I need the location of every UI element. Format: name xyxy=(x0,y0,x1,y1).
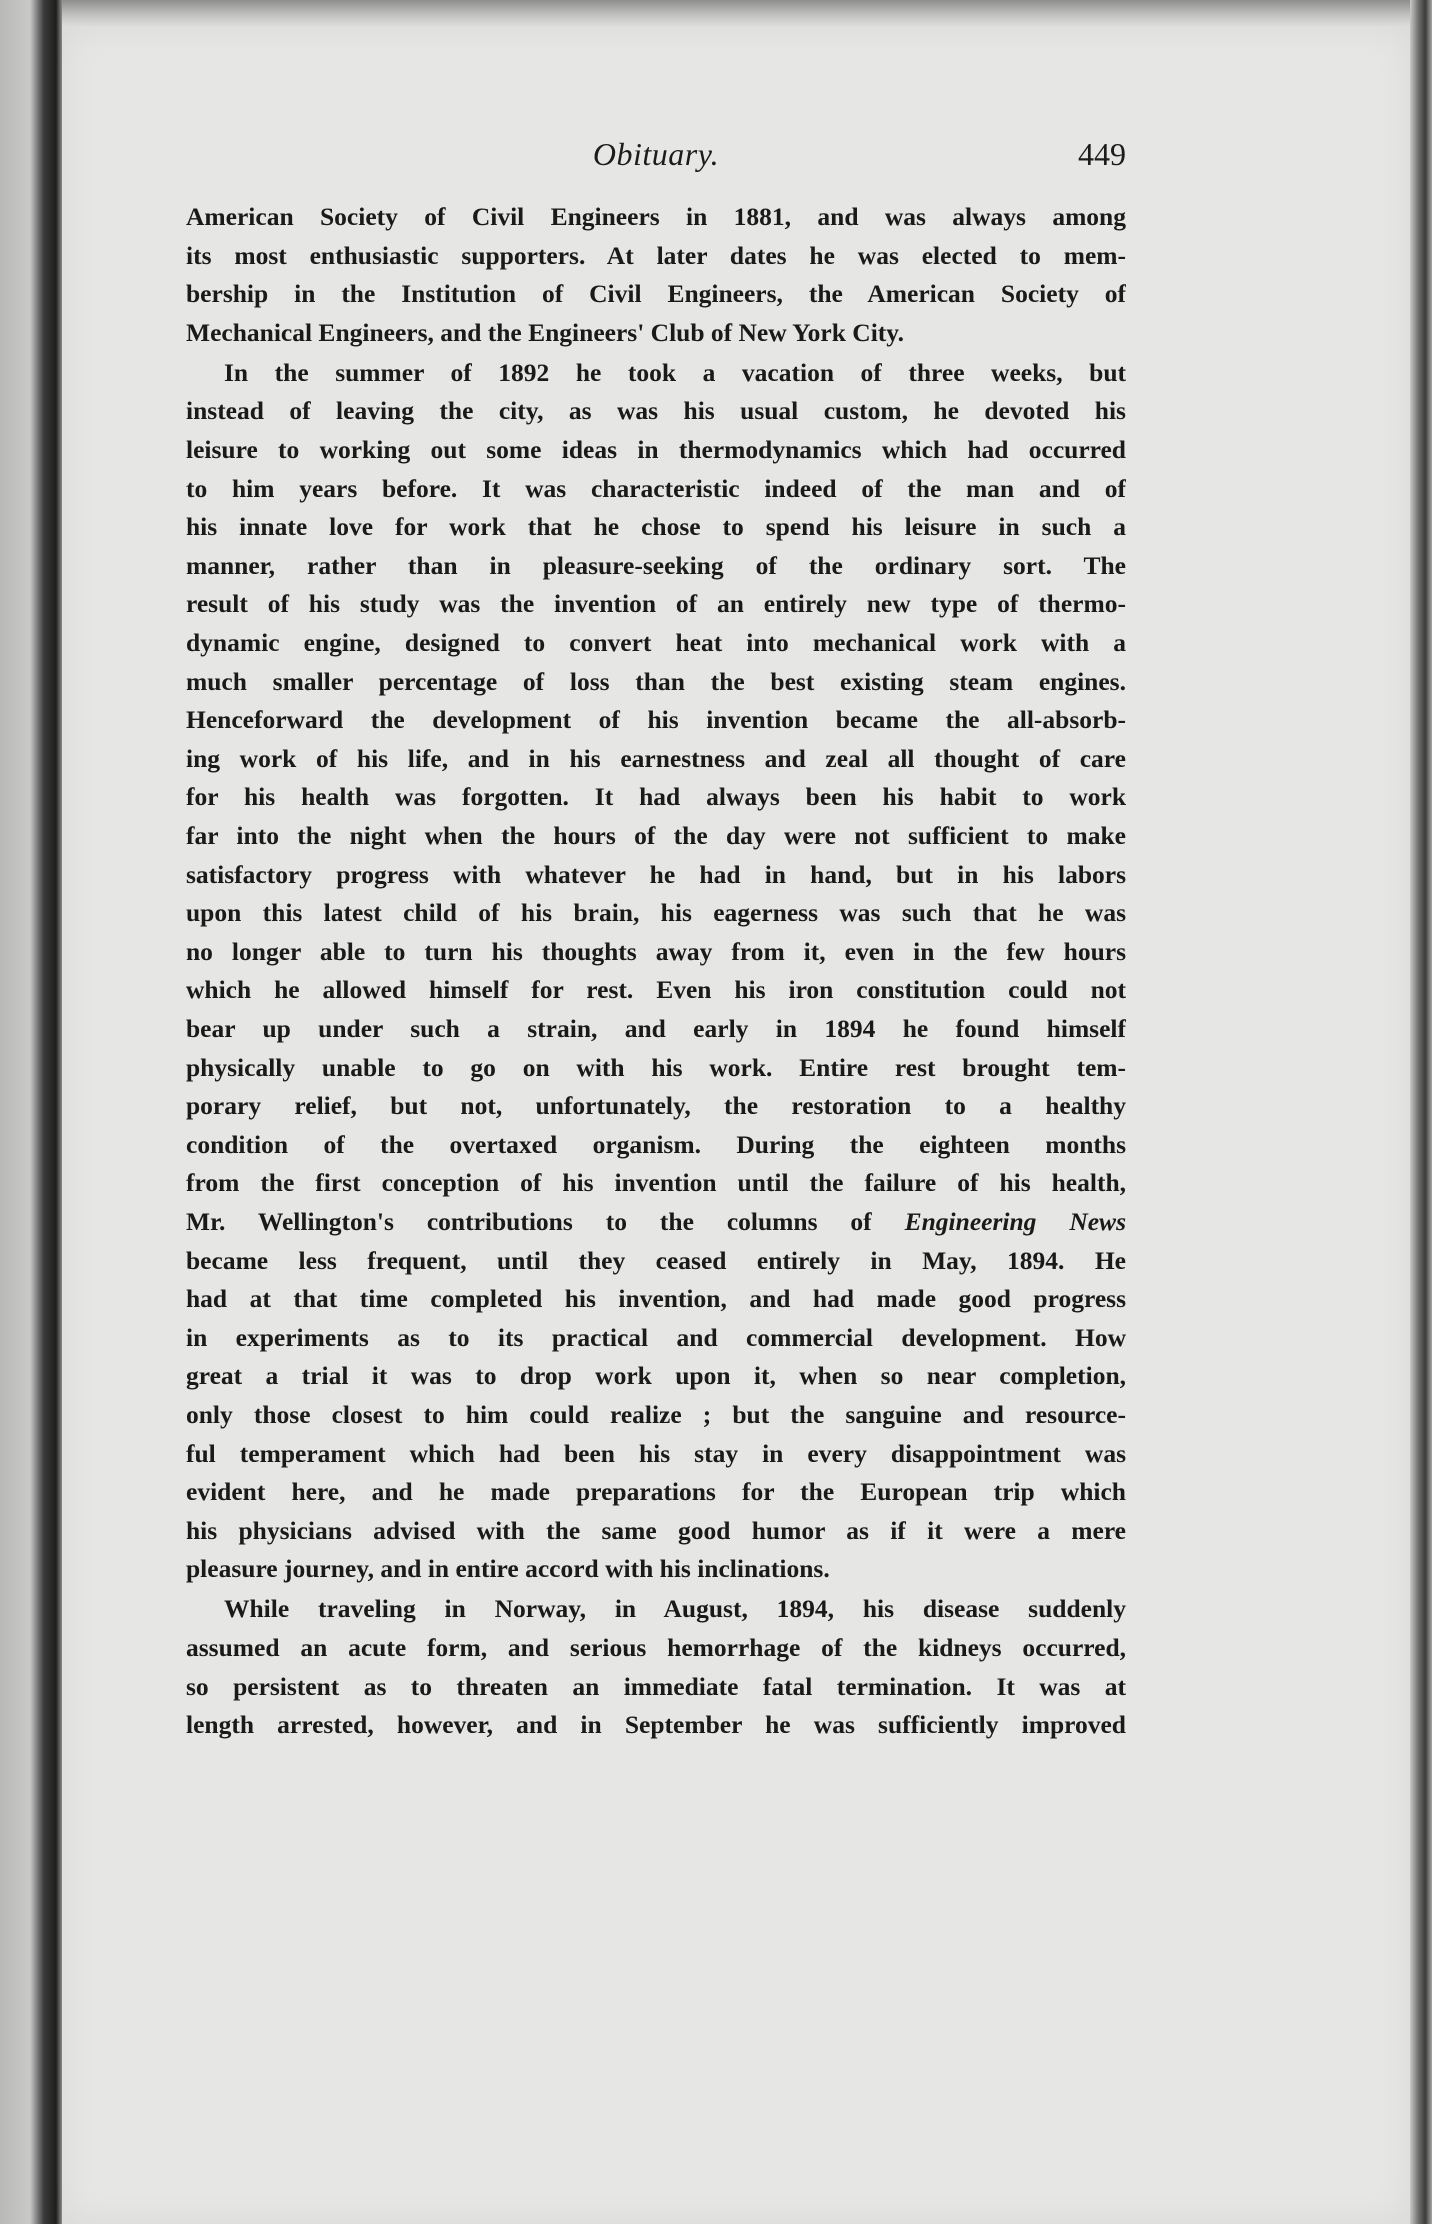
text-line: far into the night when the hours of the day were not sufficient to make xyxy=(186,821,1126,850)
paragraph xyxy=(186,354,1126,1589)
text-line: his innate love for work that he chose to spend his leisure in such a xyxy=(186,512,1126,542)
paragraph xyxy=(186,198,1126,352)
text-line: leisure to working out some ideas in thermodynamics which had occurred xyxy=(186,435,1126,465)
text-line: bership in the Institution of Civil Engineers, the American Society of xyxy=(186,279,1126,309)
text-line: satisfactory progress with whatever he had in hand, but in his labors xyxy=(186,859,1126,889)
text-line: no longer able to turn his thoughts away from it, even in the few hours xyxy=(186,936,1126,966)
running-title: Obituary. xyxy=(592,136,720,172)
text-line: in experiments as to its practical and commercial development. How xyxy=(186,1322,1126,1352)
text-line: instead of leaving the city, as was his usual custom, he devoted his xyxy=(186,396,1126,426)
text-line: to him years before. It was characteristic indeed of the man and of xyxy=(186,473,1126,503)
text-line: great a trial it was to drop work upon it, when so near completion, xyxy=(186,1361,1126,1391)
text-line: ing work of his life, and in his earnestness and zeal all thought of care xyxy=(186,743,1126,773)
text-line: from the first conception of his invention until the failure of his health, xyxy=(186,1168,1126,1198)
text-line: Mr. Wellington's contributions to the columns of Engineering News xyxy=(186,1206,1126,1236)
text-line: American Society of Civil Engineers in 1881, and was always among xyxy=(186,202,1126,231)
text-line: ful temperament which had been his stay in every disappointment was xyxy=(186,1438,1126,1468)
publication-title: Engineering News xyxy=(904,1206,1126,1236)
text-line: became less frequent, until they ceased entirely in May, 1894. He xyxy=(186,1245,1126,1275)
text-line: assumed an acute form, and serious hemorrhage of the kidneys occurred, xyxy=(186,1632,1126,1662)
text-line: physically unable to go on with his work. Entire rest brought tem- xyxy=(186,1052,1126,1082)
text-line: While traveling in Norway, in August, 1894, his disease suddenly xyxy=(224,1594,1126,1624)
paragraph xyxy=(186,1590,1126,1744)
text-line: upon this latest child of his brain, his eagerness was such that he was xyxy=(186,898,1126,928)
body-text xyxy=(186,198,1126,1745)
text-line: Henceforward the development of his invention became the all-absorb- xyxy=(186,705,1126,735)
text-line: Mechanical Engineers, and the Engineers' Club of New York City. xyxy=(186,317,905,347)
text-line: which he allowed himself for rest. Even his iron constitution could not xyxy=(186,975,1126,1005)
text-line: only those closest to him could realize ; but the sanguine and resource- xyxy=(186,1399,1126,1429)
text-line: pleasure journey, and in entire accord with his inclinations. xyxy=(186,1554,830,1584)
text-line: In the summer of 1892 he took a vacation of three weeks, but xyxy=(224,357,1126,387)
text-line: porary relief, but not, unfortunately, the restoration to a healthy xyxy=(186,1091,1126,1121)
text-line: had at that time completed his invention, and had made good progress xyxy=(186,1284,1126,1314)
page-right-edge xyxy=(1410,0,1432,2224)
page-top-shadow xyxy=(60,0,1432,26)
book-binding-edge xyxy=(0,0,62,2224)
text-line: dynamic engine, designed to convert heat into mechanical work with a xyxy=(186,628,1126,658)
text-line: evident here, and he made preparations for the European trip which xyxy=(186,1477,1126,1507)
page-number: 449 xyxy=(1078,136,1126,172)
text-line: manner, rather than in pleasure-seeking of the ordinary sort. The xyxy=(186,550,1126,580)
text-line: result of his study was the invention of an entirely new type of thermo- xyxy=(186,589,1126,619)
text-line: much smaller percentage of loss than the best existing steam engines. xyxy=(186,666,1126,696)
text-line: for his health was forgotten. It had always been his habit to work xyxy=(186,782,1126,812)
text-line: condition of the overtaxed organism. During the eighteen months xyxy=(186,1129,1126,1159)
text-line: so persistent as to threaten an immediate fatal termination. It was at xyxy=(186,1671,1126,1701)
text-line: length arrested, however, and in September he was sufficiently improved xyxy=(186,1710,1126,1740)
running-head xyxy=(186,136,1126,184)
text-line: its most enthusiastic supporters. At later dates he was elected to mem- xyxy=(186,240,1126,270)
text-line: bear up under such a strain, and early in 1894 he found himself xyxy=(186,1013,1126,1043)
text-line: his physicians advised with the same good humor as if it were a mere xyxy=(186,1515,1126,1545)
